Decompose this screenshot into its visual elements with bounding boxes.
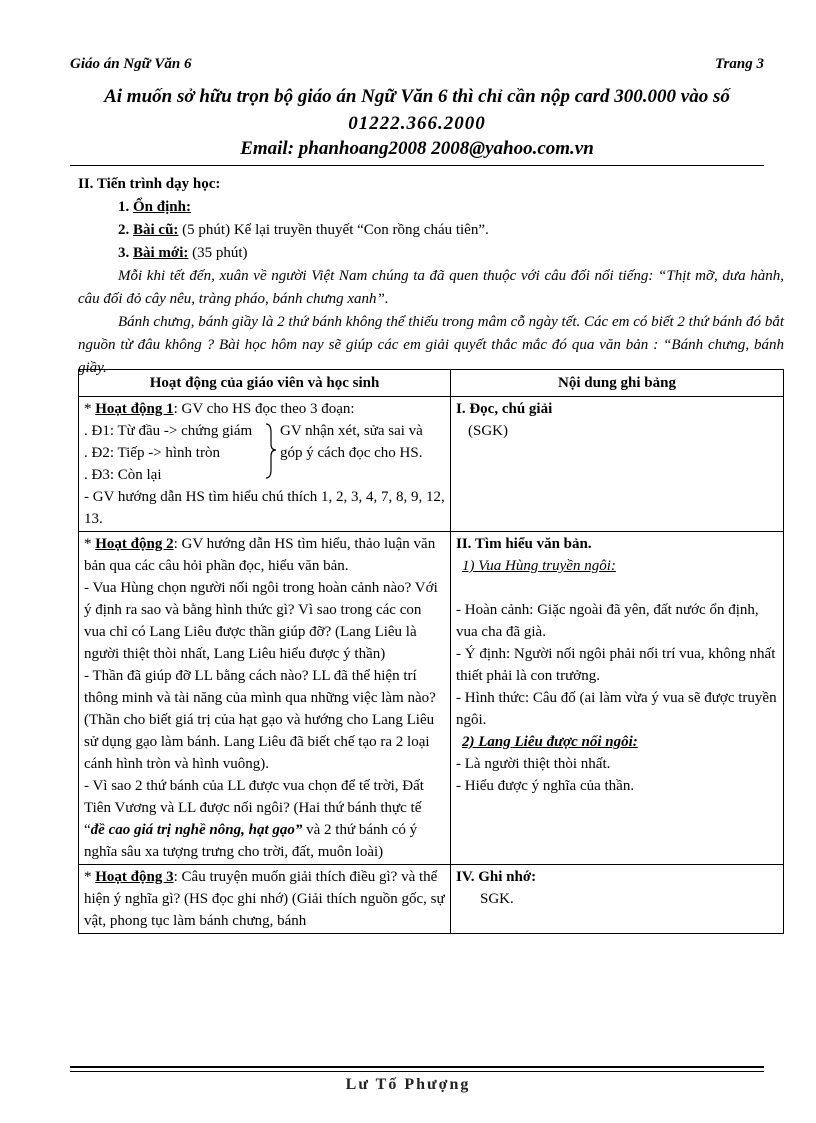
sub-heading-1: 1) Vua Hùng truyền ngôi: (462, 558, 616, 574)
part1: . Đ1: Từ đầu -> chứng giám (84, 423, 253, 439)
question-3 (84, 775, 445, 863)
row1-left: * Hoạt động 1: GV cho HS đọc theo 3 đoạn: . Đ1: Từ đầu -> chứng giám . Đ2: Tiếp -> hình tròn . Đ3: Còn lại GV nhận xét, sửa sai và góp ý cách đọc cho HS. - GV hướng dẫn HS tìm hiểu chú thích 1, 2, 3, 4, 7, 8, 9, 12, 13. (79, 397, 451, 532)
table-row (79, 865, 784, 934)
content-y-dinh: - Ý định: Người nối ngôi phải nối trí vua, không nhất thiết phải là con trưởng. (456, 646, 776, 684)
heading-ghi-nho: IV. Ghi nhớ: (456, 869, 537, 885)
header-rule (70, 165, 764, 166)
footer-rule (70, 1066, 764, 1068)
content-y-nghia: - Hiểu được ý nghĩa của thần. (456, 778, 635, 794)
item2-text: (5 phút) Kể lại truyền thuyết “Con rồng cháu tiên”. (178, 222, 489, 238)
item-bai-moi (78, 242, 784, 265)
heading-tim-hieu: II. Tìm hiểu văn bản. (456, 536, 592, 552)
doc-header-left: Giáo án Ngữ Văn 6 (70, 56, 192, 72)
table-header-row (79, 370, 784, 397)
question-3-emphasis: đề cao giá trị nghề nông, hạt gạo” (90, 822, 303, 838)
content-thiet-thoi: - Là người thiệt thòi nhất. (456, 756, 611, 772)
col-header-content: Nội dung ghi bảng (451, 370, 784, 397)
item-bai-cu (78, 219, 784, 242)
activity1-text: : GV cho HS đọc theo 3 đoạn: (173, 401, 355, 417)
activity1-label: Hoạt động 1 (95, 401, 174, 417)
item3-label: Bài mới: (133, 245, 189, 261)
sub-heading-2: 2) Lang Liêu được nối ngôi: (462, 734, 638, 750)
sgk-ref-1: (SGK) (468, 423, 508, 439)
question-1: - Vua Hùng chọn người nối ngôi trong hoàn cảnh nào? Với ý định ra sao và bằng hình thức gì? Vì sao trong các con vua chỉ có Lang Liêu được thần giúp đỡ? (Lang Liêu là người thiệt thòi nhất, Lang Liêu hiểu được ý thần) (84, 580, 438, 662)
lesson-body (78, 173, 784, 380)
row1-right (451, 397, 784, 532)
heading-doc-chu-giai: I. Đọc, chú giải (456, 401, 553, 417)
question-3-c: và 2 thứ bánh có ý nghĩa sâu xa tượng trưng cho trời, đất, muôn loài) (84, 822, 418, 860)
question-3-a: - Vì sao 2 thứ bánh của LL được vua chọn để tế trời, Đất Tiên Vương và LL được nối ngôi? (Hai thứ bánh thực tế “ (84, 778, 424, 838)
question-2: - Thần đã giúp đỡ LL bằng cách nào? LL đã thể hiện trí thông minh và tài năng của mình qua những việc làm nào? (Thần cho biết giá trị của hạt gạo và hướng cho Lang Liêu sử dụng gạo làm bánh. Lang Liêu đã biết chế tạo ra 2 loại cánh hình tròn và hình vuông). (84, 668, 436, 772)
table-row (79, 397, 784, 532)
page-number: Trang 3 (714, 56, 764, 72)
footer-author: Lư Tố Phượng (345, 1076, 471, 1093)
item1-label: Ổn định: (133, 199, 191, 215)
row2-left: * Hoạt động 2: GV hướng dẫn HS tìm hiểu, thảo luận văn bản qua các câu hỏi phần đọc, hiểu văn bản. - Vua Hùng chọn người nối ngôi trong hoàn cảnh nào? Với ý định ra sao và bằng hình thức gì? Vì sao trong các con vua chỉ có Lang Liêu được thần giúp đỡ? (Lang Liêu là người thiệt thòi nhất, Lang Liêu hiểu được ý thần) - Thần đã giúp đỡ LL bằng cách nào? LL đã thể hiện trí thông minh và tài năng của mình qua những việc làm nào? (Thần cho biết giá trị của hạt gạo và hướng cho Lang Liêu sử dụng gạo làm bánh. Lang Liêu đã biết chế tạo ra 2 loại cánh hình tròn và hình vuông). - Vì sao 2 thứ bánh của LL được vua chọn để tế trời, Đất Tiên Vương và LL được nối ngôi? (Hai thứ bánh thực tế “đề cao giá trị nghề nông, hạt gạo” và 2 thứ bánh có ý nghĩa sâu xa tượng trưng cho trời, đất, muôn loài) (79, 532, 451, 865)
intro-paragraph-1: Mỗi khi tết đến, xuân về người Việt Nam chúng ta đã quen thuộc với câu đối nổi tiếng: “Thịt mỡ, dưa hành, câu đối đỏ cây nêu, tràng pháo, bánh chưng xanh”. (78, 268, 784, 307)
row3-right (451, 865, 784, 934)
activity2-text: : GV hướng dẫn HS tìm hiểu, thảo luận văn bản qua các câu hỏi phần đọc, hiểu văn bản. (84, 536, 436, 574)
activity2-label: Hoạt động 2 (95, 536, 174, 552)
intro-paragraph-2: Bánh chưng, bánh giầy là 2 thứ bánh không thể thiếu trong mâm cỗ ngày tết. Các em có biết 2 thứ bánh đó bắt nguồn từ đâu không ? Bài học hôm nay sẽ giúp các em giải quyết thắc mắc đó qua văn bản : “Bánh chưng, bánh giầy. (78, 314, 784, 376)
ad-line-1: Ai muốn sở hữu trọn bộ giáo án Ngữ Văn 6 thì chỉ cần nộp card 300.000 vào số (104, 86, 730, 107)
content-hoan-canh: - Hoàn cảnh: Giặc ngoài đã yên, đất nước ổn định, vua cha đã già. (456, 602, 759, 640)
sgk-ref-2: SGK. (480, 891, 514, 907)
col-header-activities: Hoạt động của giáo viên và học sinh (79, 370, 451, 397)
row2-right (451, 532, 784, 865)
ad-email: Email: phanhoang2008 2008@yahoo.com.vn (240, 138, 594, 159)
item3-num: 3. (118, 245, 130, 261)
row3-left: * Hoạt động 3: Câu truyện muốn giải thích điều gì? và thể hiện ý nghĩa gì? (HS đọc ghi nhớ) (Giải thích nguồn gốc, sự vật, phong tục làm bánh chưng, bánh (79, 865, 451, 934)
brace-note: GV nhận xét, sửa sai và góp ý cách đọc cho HS. (280, 423, 423, 461)
content-hinh-thuc: - Hình thức: Câu đố (ai làm vừa ý vua sẽ được truyền ngôi. (456, 690, 777, 728)
part2: . Đ2: Tiếp -> hình tròn (84, 445, 220, 461)
footer-rule-thin (70, 1071, 764, 1072)
item-on-dinh (78, 196, 784, 219)
item2-num: 2. (118, 222, 130, 238)
item3-text: (35 phút) (188, 245, 248, 261)
activity3-label: Hoạt động 3 (95, 869, 174, 885)
reading-parts (84, 420, 445, 486)
brace-icon (264, 420, 278, 486)
lesson-table (78, 369, 784, 934)
ad-phone: 01222.366.2000 (348, 113, 486, 134)
activity3-text: : Câu truyện muốn giải thích điều gì? và thể hiện ý nghĩa gì? (HS đọc ghi nhớ) (Giải thích nguồn gốc, sự vật, phong tục làm bánh chưng, bánh (84, 869, 445, 929)
section-title: II. Tiến trình dạy học: (78, 176, 221, 192)
item2-label: Bài cũ: (133, 222, 179, 238)
part3: . Đ3: Còn lại (84, 467, 162, 483)
table-row (79, 532, 784, 865)
item1-num: 1. (118, 199, 130, 215)
guide-footnotes: - GV hướng dẫn HS tìm hiểu chú thích 1, 2, 3, 4, 7, 8, 9, 12, 13. (84, 489, 445, 527)
